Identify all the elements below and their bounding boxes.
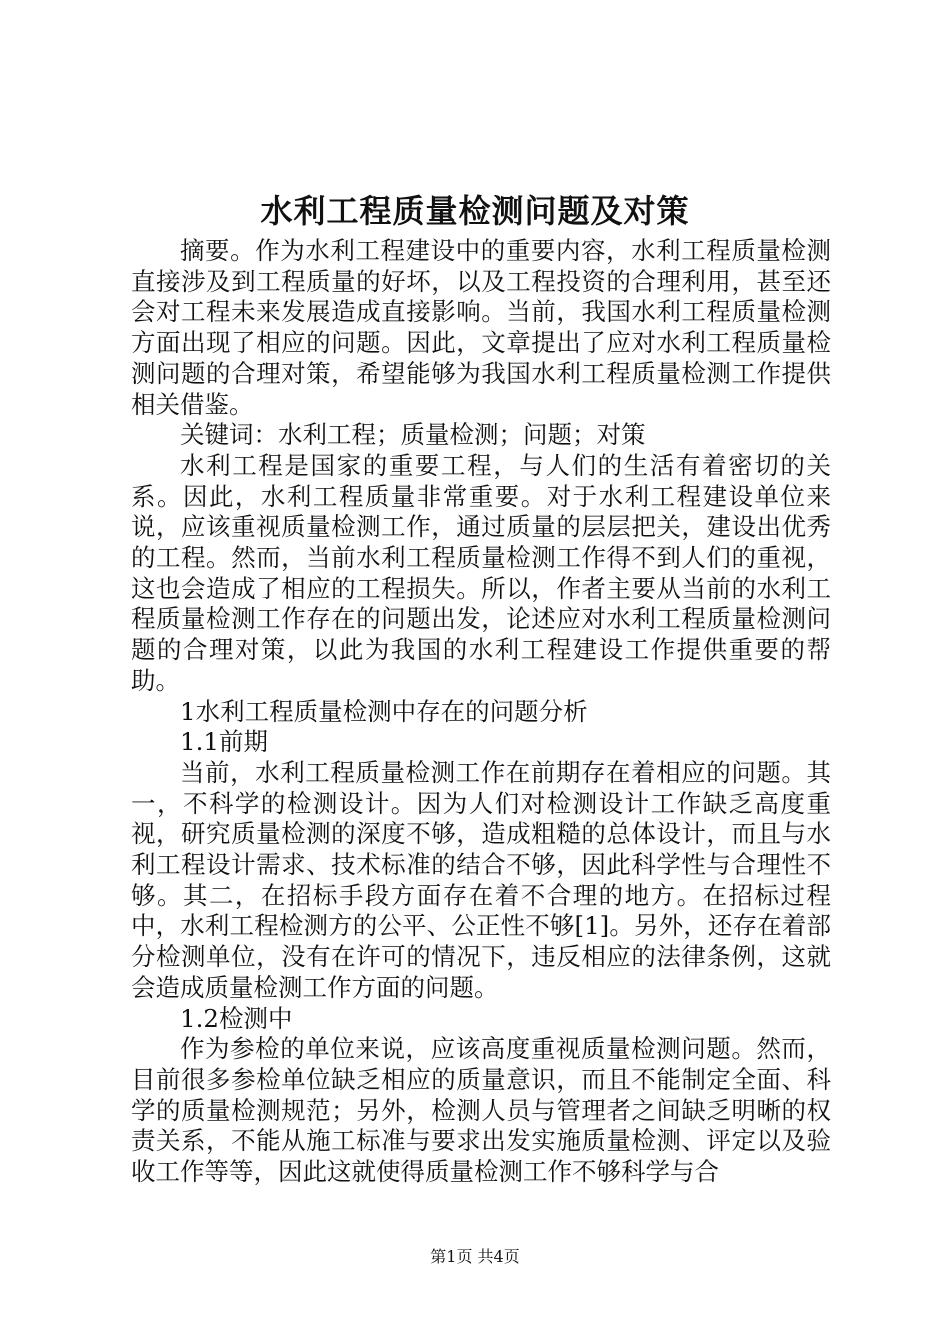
document-body (131, 236, 831, 1188)
subsection-heading-1-1: 1.1前期 (180, 727, 268, 757)
section-heading-1: 1水利工程质量检测中存在的问题分析 (180, 696, 588, 726)
section-1-1-paragraph: 当前，水利工程质量检测工作在前期存在着相应的问题。其一，不科学的检测设计。因为人们对检测设计工作缺乏高度重视，研究质量检测的深度不够，造成粗糙的总体设计，而且与水利工程设计需求、技术标准的结合不够，因此科学性与合理性不够。其二，在招标手段方面存在着不合理的地方。在招标过程中，水利工程检测方的公平、公正性不够[1]。另外，还存在着部分检测单位，没有在许可的情况下，违反相应的法律条例，这就会造成质量检测工作方面的问题。 (131, 757, 831, 1002)
section-1-2-paragraph: 作为参检的单位来说，应该高度重视质量检测问题。然而，目前很多参检单位缺乏相应的质量意识，而且不能制定全面、科学的质量检测规范；另外，检测人员与管理者之间缺乏明晰的权责关系，不能从施工标准与要求出发实施质量检测、评定以及验收工作等等，因此这就使得质量检测工作不够科学与合 (131, 1034, 831, 1187)
subsection-heading-1-2: 1.2检测中 (180, 1003, 293, 1033)
keywords-paragraph: 关键词：水利工程；质量检测；问题；对策 (180, 420, 646, 450)
abstract-paragraph: 摘要。作为水利工程建设中的重要内容，水利工程质量检测直接涉及到工程质量的好坏，以及工程投资的合理利用，甚至还会对工程未来发展造成直接影响。当前，我国水利工程质量检测方面出现了相应的问题。因此，文章提出了应对水利工程质量检测问题的合理对策，希望能够为我国水利工程质量检测工作提供相关借鉴。 (131, 236, 831, 419)
document-title: 水利工程质量检测问题及对策 (260, 192, 690, 230)
page-number-footer: 第1页 共4页 (430, 1247, 520, 1266)
intro-paragraph: 水利工程是国家的重要工程，与人们的生活有着密切的关系。因此，水利工程质量非常重要。对于水利工程建设单位来说，应该重视质量检测工作，通过质量的层层把关，建设出优秀的工程。然而，当前水利工程质量检测工作得不到人们的重视，这也会造成了相应的工程损失。所以，作者主要从当前的水利工程质量检测工作存在的问题出发，论述应对水利工程质量检测问题的合理对策，以此为我国的水利工程建设工作提供重要的帮助。 (131, 450, 831, 695)
